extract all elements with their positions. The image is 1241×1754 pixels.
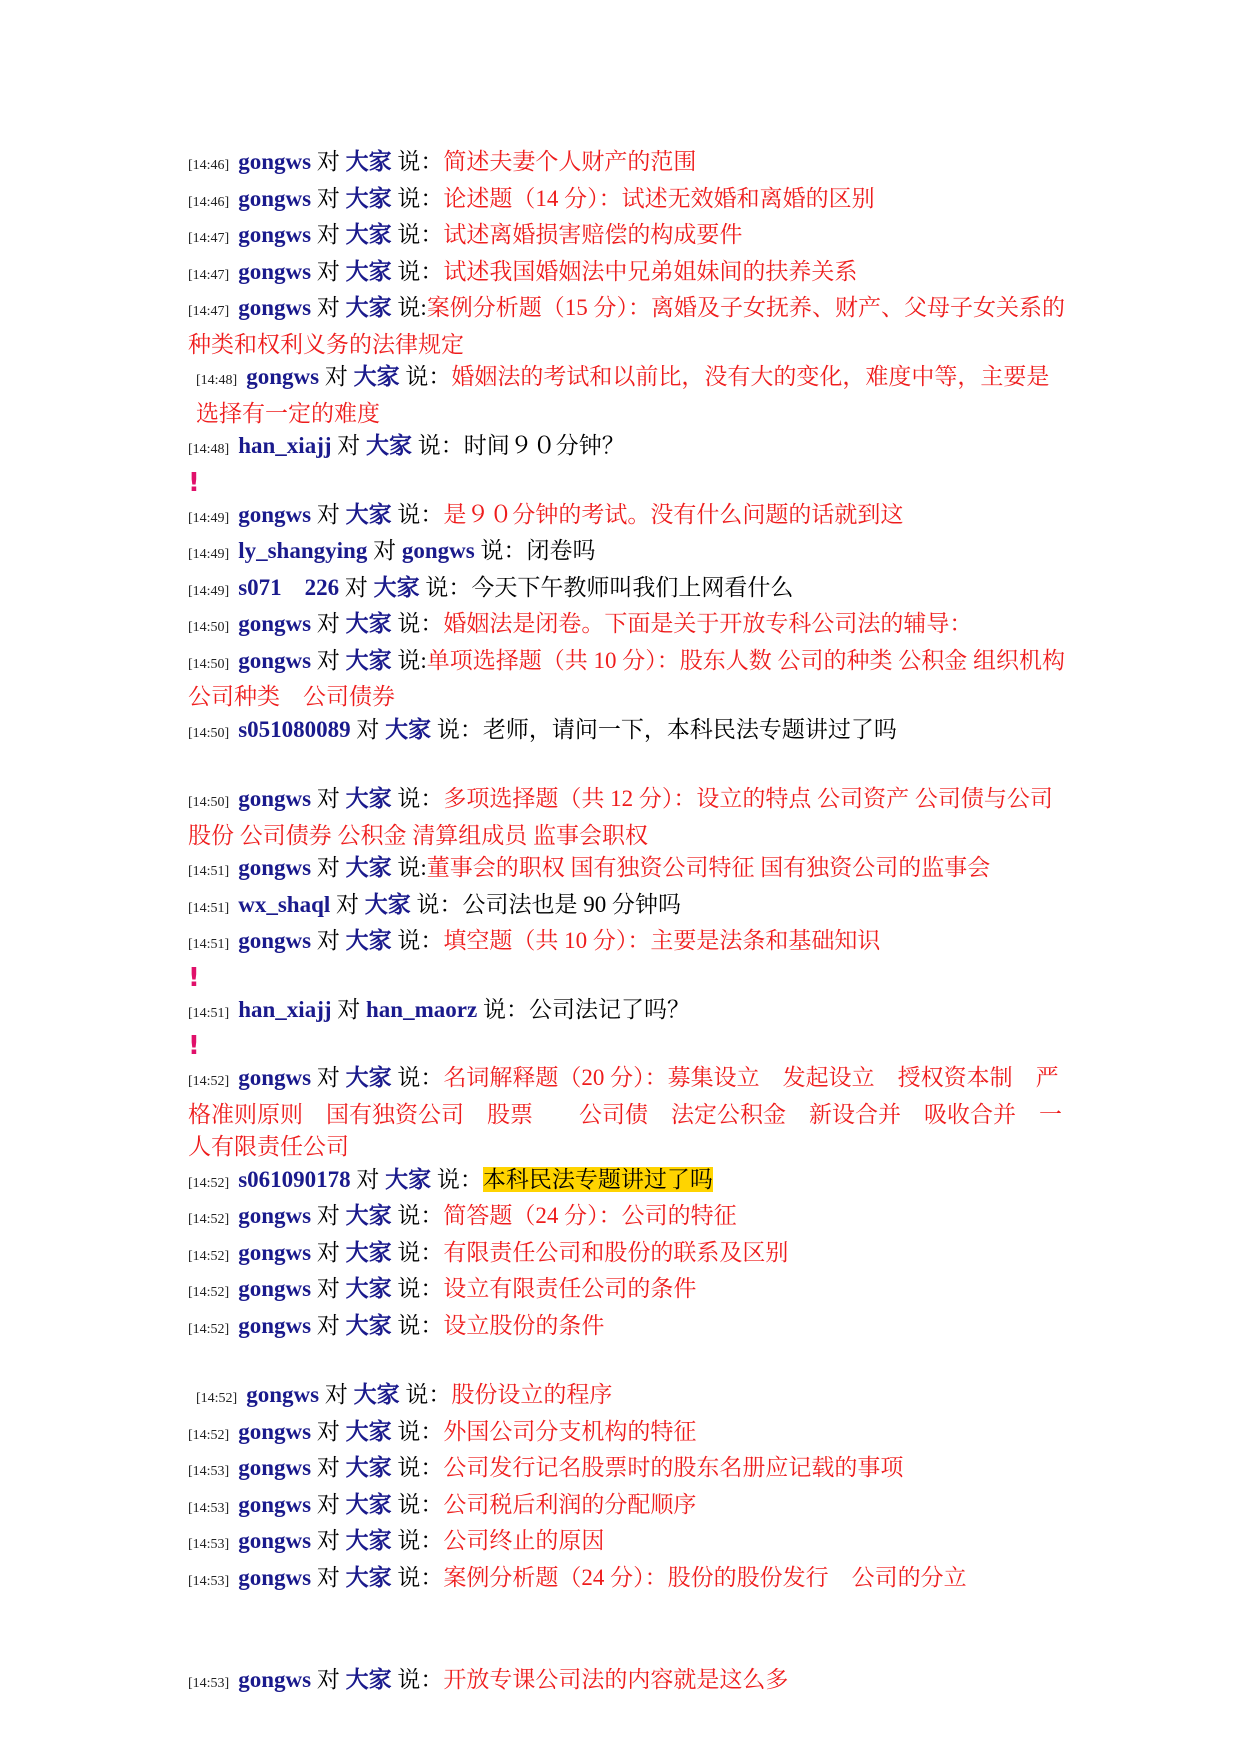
sender-name: gongws xyxy=(238,1203,312,1228)
message-text: 简答题（24 分）：公司的特征 xyxy=(443,1203,737,1228)
say-word: 说： xyxy=(397,1491,444,1517)
chat-message xyxy=(188,1525,1068,1562)
timestamp: [14:49] xyxy=(188,547,230,562)
chat-message xyxy=(188,1273,1068,1310)
timestamp: [14:50] xyxy=(188,725,230,741)
to-word: 对 xyxy=(316,1276,340,1301)
sender-name: gongws xyxy=(246,364,320,389)
to-word: 对 xyxy=(336,891,360,917)
sender-name: gongws xyxy=(238,1065,312,1090)
sender-name: han_xiajj xyxy=(238,433,332,458)
message-text: 是９０分钟的考试。没有什么问题的话就到这 xyxy=(443,501,904,527)
timestamp: [14:50] xyxy=(188,656,230,672)
chat-message xyxy=(188,783,1068,852)
timestamp: [14:53] xyxy=(188,1464,230,1479)
say-word: 说： xyxy=(482,996,529,1022)
say-word: 说： xyxy=(397,786,444,811)
say-word: 说： xyxy=(397,1528,444,1553)
to-word: 对 xyxy=(316,1065,340,1090)
say-word: 说： xyxy=(397,1667,444,1692)
chat-message xyxy=(188,889,1068,926)
say-word: 说： xyxy=(397,1564,444,1590)
say-word: 说： xyxy=(397,1312,444,1338)
recipient-name: 大家 xyxy=(345,1667,392,1692)
message-text: 单项选择题（共 10 分）：股东人数 公司的种类 公积金 组织机构 公司种类 公司债券 xyxy=(188,647,1065,709)
say-word: 说： xyxy=(405,364,452,389)
message-text: 时间９０分钟？ xyxy=(463,433,625,458)
timestamp: [14:52] xyxy=(188,1248,230,1264)
message-text: 论述题（14 分）：试述无效婚和离婚的区别 xyxy=(443,185,875,211)
chat-message xyxy=(188,1562,1068,1599)
recipient-name: 大家 xyxy=(345,149,392,174)
timestamp: [14:52] xyxy=(188,1175,230,1191)
message-text: 公司发行记名股票时的股东名册应记载的事项 xyxy=(443,1455,904,1480)
sender-name: gongws xyxy=(238,501,312,527)
timestamp: [14:51] xyxy=(188,937,230,952)
sender-name: gongws xyxy=(238,1564,312,1590)
recipient-name: 大家 xyxy=(345,786,392,811)
chat-message xyxy=(188,256,1068,293)
blank-line xyxy=(188,750,1068,783)
chat-message xyxy=(188,1664,1068,1701)
timestamp: [14:52] xyxy=(188,1285,230,1300)
to-word: 对 xyxy=(316,185,340,211)
recipient-name: 大家 xyxy=(373,574,420,600)
to-word: 对 xyxy=(316,928,340,953)
sender-name: gongws xyxy=(238,1491,312,1517)
chat-message xyxy=(188,1452,1068,1489)
to-word: 对 xyxy=(316,1418,340,1444)
chat-message xyxy=(188,1310,1068,1347)
to-word: 对 xyxy=(337,996,361,1022)
recipient-name: 大家 xyxy=(345,1564,392,1590)
sender-name: s061090178 xyxy=(238,1166,351,1192)
message-text: 外国公司分支机构的特征 xyxy=(443,1418,697,1444)
message-text: 设立股份的条件 xyxy=(443,1312,605,1338)
exclamation-icon: ! xyxy=(188,467,200,498)
to-word: 对 xyxy=(316,855,340,880)
say-word: 说： xyxy=(397,1418,444,1444)
to-word: 对 xyxy=(316,1564,340,1590)
say-word: 说： xyxy=(397,1455,444,1480)
sender-name: gongws xyxy=(238,855,312,880)
say-word: 说： xyxy=(397,1203,444,1228)
chat-message xyxy=(188,1062,1068,1164)
to-word: 对 xyxy=(316,258,340,284)
recipient-name: 大家 xyxy=(345,928,392,953)
to-word: 对 xyxy=(316,1528,340,1553)
sender-name: han_xiajj xyxy=(238,996,332,1022)
recipient-name: 大家 xyxy=(345,1276,392,1301)
chat-message xyxy=(188,925,1068,962)
timestamp: [14:53] xyxy=(188,1537,230,1552)
say-word: 说： xyxy=(416,891,463,917)
chat-message xyxy=(188,1237,1068,1274)
message-text-highlighted: 本科民法专题讲过了吗 xyxy=(482,1166,713,1192)
message-text: 董事会的职权 国有独资公司特征 国有独资公司的监事会 xyxy=(426,855,991,880)
sender-name: gongws xyxy=(238,1528,312,1553)
say-word: 说： xyxy=(397,258,444,284)
timestamp: [14:50] xyxy=(188,795,230,810)
chat-message xyxy=(188,852,1068,889)
to-word: 对 xyxy=(316,1455,340,1480)
to-word: 对 xyxy=(356,716,380,742)
say-word: 说： xyxy=(397,149,444,174)
message-text: 婚姻法的考试和以前比，没有大的变化，难度中等，主要是选择有一定的难度 xyxy=(196,364,1050,426)
recipient-name: gongws xyxy=(401,538,475,563)
timestamp: [14:47] xyxy=(188,231,230,246)
recipient-name: 大家 xyxy=(366,433,413,458)
to-word: 对 xyxy=(337,433,361,458)
say-word: 说： xyxy=(417,433,464,458)
recipient-name: 大家 xyxy=(345,501,392,527)
message-text: 今天下午教师叫我们上网看什么 xyxy=(471,574,794,600)
message-text: 简述夫妻个人财产的范围 xyxy=(443,149,697,174)
sender-name: s071 226 xyxy=(238,574,340,600)
say-word: 说： xyxy=(397,501,444,527)
sender-name: ly_shangying xyxy=(238,538,368,563)
chat-message xyxy=(188,645,1068,714)
sender-name: gongws xyxy=(238,295,312,320)
timestamp: [14:52] xyxy=(188,1212,230,1227)
say-word: 说： xyxy=(397,222,444,247)
chat-message xyxy=(188,430,1068,467)
chat-message xyxy=(188,292,1068,361)
chat-message xyxy=(188,994,1068,1031)
sender-name: gongws xyxy=(238,1239,312,1265)
message-text: 闭卷吗 xyxy=(526,538,596,563)
timestamp: [14:53] xyxy=(188,1676,230,1691)
recipient-name: 大家 xyxy=(345,1528,392,1553)
message-text: 公司法记了吗？ xyxy=(528,996,690,1022)
sender-name: wx_shaql xyxy=(238,891,331,917)
say-word: 说: xyxy=(397,855,427,880)
message-text: 试述我国婚姻法中兄弟姐妹间的扶养关系 xyxy=(443,258,858,284)
timestamp: [14:48] xyxy=(196,373,238,388)
timestamp: [14:52] xyxy=(188,1427,230,1443)
recipient-name: 大家 xyxy=(345,855,392,880)
sender-name: gongws xyxy=(238,1276,312,1301)
timestamp: [14:52] xyxy=(196,1391,238,1406)
to-word: 对 xyxy=(356,1166,380,1192)
blank-line xyxy=(188,1598,1068,1664)
say-word: 说： xyxy=(425,574,472,600)
chat-message xyxy=(188,535,1068,572)
say-word: 说: xyxy=(397,295,427,320)
chat-log xyxy=(188,146,1068,1701)
chat-message xyxy=(188,361,1068,430)
message-text: 多项选择题（共 12 分）：设立的特点 公司资产 公司债与公司股份 公司债券 公积金 清算组成员 监事会职权 xyxy=(188,786,1053,848)
message-text: 填空题（共 10 分）：主要是法条和基础知识 xyxy=(443,928,881,953)
say-word: 说： xyxy=(405,1382,452,1407)
to-word: 对 xyxy=(316,1491,340,1517)
sender-name: gongws xyxy=(238,786,312,811)
recipient-name: 大家 xyxy=(345,1455,392,1480)
timestamp: [14:47] xyxy=(188,267,230,283)
sender-name: gongws xyxy=(238,647,312,673)
to-word: 对 xyxy=(316,149,340,174)
chat-message xyxy=(188,219,1068,256)
chat-message xyxy=(188,499,1068,536)
timestamp: [14:51] xyxy=(188,1005,230,1021)
recipient-name: 大家 xyxy=(345,611,392,636)
recipient-name: 大家 xyxy=(345,1203,392,1228)
sender-name: gongws xyxy=(238,1667,312,1692)
message-text: 公司税后利润的分配顺序 xyxy=(443,1491,697,1517)
recipient-name: 大家 xyxy=(345,295,392,320)
recipient-name: 大家 xyxy=(345,1312,392,1338)
say-word: 说： xyxy=(397,928,444,953)
say-word: 说： xyxy=(436,1166,483,1192)
to-word: 对 xyxy=(324,1382,348,1407)
sender-name: gongws xyxy=(238,1418,312,1444)
sender-name: gongws xyxy=(238,185,312,211)
recipient-name: 大家 xyxy=(345,185,392,211)
say-word: 说： xyxy=(480,538,527,563)
sender-name: gongws xyxy=(238,928,312,953)
message-text: 公司法也是 90 分钟吗 xyxy=(462,891,682,917)
recipient-name: 大家 xyxy=(345,1239,392,1265)
recipient-name: 大家 xyxy=(345,647,392,673)
chat-message xyxy=(188,608,1068,645)
recipient-name: 大家 xyxy=(385,716,432,742)
to-word: 对 xyxy=(324,364,348,389)
timestamp: [14:52] xyxy=(188,1321,230,1337)
chat-message xyxy=(188,1164,1068,1201)
message-text: 婚姻法是闭卷。下面是关于开放专科公司法的辅导： xyxy=(443,611,973,636)
message-text: 开放专课公司法的内容就是这么多 xyxy=(443,1667,789,1692)
chat-message xyxy=(188,572,1068,609)
chat-message xyxy=(188,1200,1068,1237)
message-text: 老师，请问一下，本科民法专题讲过了吗 xyxy=(482,716,897,742)
message-text: 案例分析题（15 分）：离婚及子女抚养、财产、父母子女关系的种类和权利义务的法律规定 xyxy=(188,295,1065,357)
to-word: 对 xyxy=(316,222,340,247)
chat-message xyxy=(188,146,1068,183)
timestamp: [14:49] xyxy=(188,510,230,526)
timestamp: [14:49] xyxy=(188,583,230,599)
timestamp: [14:51] xyxy=(188,864,230,879)
sender-name: gongws xyxy=(238,1455,312,1480)
exclamation-icon: ! xyxy=(188,1031,200,1061)
timestamp: [14:48] xyxy=(188,442,230,457)
say-word: 说： xyxy=(397,611,444,636)
say-word: 说： xyxy=(397,1239,444,1265)
to-word: 对 xyxy=(316,786,340,811)
timestamp: [14:52] xyxy=(188,1074,230,1089)
exclamation-icon: ! xyxy=(188,962,200,993)
blank-line xyxy=(188,1346,1068,1379)
chat-message xyxy=(188,1416,1068,1453)
sender-name: gongws xyxy=(238,611,312,636)
say-word: 说： xyxy=(436,716,483,742)
to-word: 对 xyxy=(316,611,340,636)
recipient-name: 大家 xyxy=(345,258,392,284)
message-text: 公司终止的原因 xyxy=(443,1528,605,1553)
say-word: 说： xyxy=(397,1065,444,1090)
timestamp: [14:53] xyxy=(188,1573,230,1589)
to-word: 对 xyxy=(316,1203,340,1228)
to-word: 对 xyxy=(316,1667,340,1692)
timestamp: [14:46] xyxy=(188,158,230,173)
chat-message xyxy=(188,1489,1068,1526)
to-word: 对 xyxy=(316,1239,340,1265)
say-word: 说： xyxy=(397,185,444,211)
chat-message xyxy=(188,714,1068,751)
timestamp: [14:50] xyxy=(188,620,230,635)
message-text: 设立有限责任公司的条件 xyxy=(443,1276,697,1301)
timestamp: [14:47] xyxy=(188,304,230,319)
sender-name: s051080089 xyxy=(238,716,351,742)
to-word: 对 xyxy=(316,647,340,673)
to-word: 对 xyxy=(316,295,340,320)
to-word: 对 xyxy=(316,1312,340,1338)
sender-name: gongws xyxy=(238,258,312,284)
message-text: 名词解释题（20 分）：募集设立 发起设立 授权资本制 严格准则原则 国有独资公司 股票 公司债 法定公积金 新设合并 吸收合并 一人有限责任公司 xyxy=(188,1065,1062,1159)
sender-name: gongws xyxy=(238,149,312,174)
recipient-name: 大家 xyxy=(345,1065,392,1090)
say-word: 说: xyxy=(397,647,427,673)
recipient-name: 大家 xyxy=(345,1491,392,1517)
to-word: 对 xyxy=(316,501,340,527)
message-text: 股份设立的程序 xyxy=(451,1382,613,1407)
sender-name: gongws xyxy=(238,1312,312,1338)
chat-message xyxy=(188,183,1068,220)
timestamp: [14:51] xyxy=(188,900,230,916)
recipient-name: 大家 xyxy=(353,1382,400,1407)
message-text: 有限责任公司和股份的联系及区别 xyxy=(443,1239,789,1265)
message-text: 案例分析题（24 分）：股份的股份发行 公司的分立 xyxy=(443,1564,967,1590)
sender-name: gongws xyxy=(246,1382,320,1407)
timestamp: [14:53] xyxy=(188,1500,230,1516)
recipient-name: 大家 xyxy=(345,222,392,247)
to-word: 对 xyxy=(373,538,397,563)
recipient-name: 大家 xyxy=(353,364,400,389)
chat-message xyxy=(188,1379,1068,1416)
recipient-name: 大家 xyxy=(364,891,411,917)
recipient-name: han_maorz xyxy=(366,996,478,1022)
to-word: 对 xyxy=(344,574,368,600)
say-word: 说： xyxy=(397,1276,444,1301)
recipient-name: 大家 xyxy=(385,1166,432,1192)
recipient-name: 大家 xyxy=(345,1418,392,1444)
message-text: 试述离婚损害赔偿的构成要件 xyxy=(443,222,743,247)
timestamp: [14:46] xyxy=(188,194,230,210)
sender-name: gongws xyxy=(238,222,312,247)
